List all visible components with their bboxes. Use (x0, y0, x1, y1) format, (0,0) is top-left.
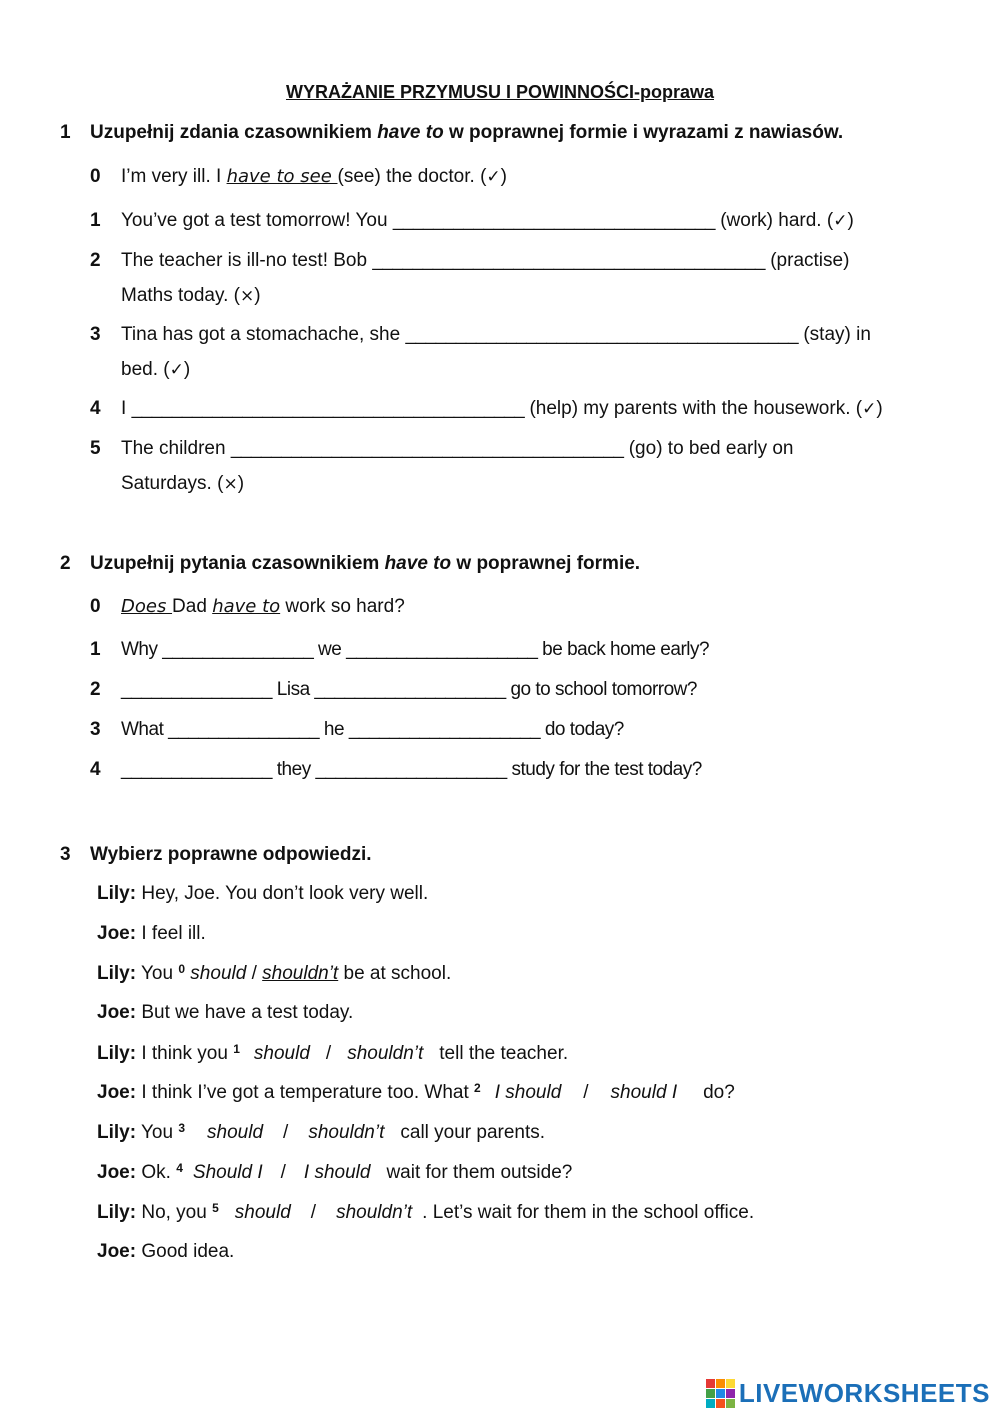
option-a[interactable]: should (234, 1202, 291, 1223)
option-b[interactable]: shouldn’t (308, 1122, 385, 1143)
option-a[interactable]: should (207, 1122, 264, 1143)
answer-blank[interactable]: _______________________________________ (372, 250, 765, 271)
section-2-instruction: Uzupełnij pytania czasownikiem have to w poprawnej formie. (90, 553, 641, 574)
s1-item-5-number: 5 (90, 438, 101, 459)
dialogue-line: Joe: Ok. $^4$ Should I / I should wait for them outside? (97, 1161, 573, 1183)
logo-text: LIVEWORKSHEETS (738, 1377, 990, 1408)
s1-item-4: I _______________________________________ (help) my parents with the housework. (✓) (121, 398, 883, 419)
s1-item-3: Tina has got a stomachache, she _______________________________________ (stay) in (121, 324, 871, 345)
dialogue-line: Joe: But we have a test today. (97, 1002, 354, 1023)
s1-item-3-line2: bed. (✓) (121, 359, 191, 380)
selected-option: shouldn’t (262, 963, 339, 984)
s2-item-4[interactable]: _______________ they ___________________ study for the test today? (121, 759, 702, 780)
s2-item-2[interactable]: _______________ Lisa ___________________ go to school tomorrow? (121, 679, 697, 700)
s2-item-1[interactable]: Why _______________ we ___________________ be back home early? (121, 639, 710, 660)
s2-example-number: 0 (90, 596, 101, 617)
s1-item-3-number: 3 (90, 324, 101, 345)
section-2-number: 2 (60, 553, 71, 574)
dialogue-line: Lily: Hey, Joe. You don’t look very well. (97, 883, 429, 904)
answer-blank[interactable]: _______________________________________ (230, 438, 624, 459)
dialogue-line: Lily: No, you $^5$ should / shouldn’t . Let’s wait for them in the school office. (97, 1201, 755, 1223)
option-a[interactable]: Should I (192, 1162, 263, 1183)
option-b[interactable]: I should (303, 1162, 371, 1183)
option-b[interactable]: shouldn’t (336, 1202, 413, 1223)
cross-icon: × (239, 286, 255, 306)
s1-item-0-answer: have to see (226, 166, 338, 187)
s2-item-3[interactable]: What _______________ he ___________________ do today? (121, 719, 624, 740)
dialogue-line: Lily: You $^3$ should / shouldn’t call your parents. (97, 1121, 546, 1143)
s1-item-5: The children _______________________________________ (go) to bed early on (121, 438, 794, 459)
option-b[interactable]: shouldn’t (347, 1043, 424, 1064)
option-a[interactable]: I should (494, 1082, 562, 1103)
check-icon: ✓ (169, 360, 184, 380)
s2-example: Does Dad have to work so hard? (121, 596, 405, 617)
answer-blank[interactable]: ________________________________ (392, 210, 715, 231)
s1-item-0-number: 0 (90, 166, 101, 187)
page-title: WYRAŻANIE PRZYMUSU I POWINNOŚCI-poprawa (285, 82, 714, 102)
dialogue-line: Joe: I think I’ve got a temperature too. What $^2$ I should / should I do? (97, 1081, 735, 1103)
section-3-instruction: Wybierz poprawne odpowiedzi. (90, 844, 372, 865)
liveworksheets-logo (706, 1378, 990, 1408)
dialogue-line: Lily: You $^0$ should / shouldn’t be at school. (97, 962, 452, 984)
s1-item-4-number: 4 (90, 398, 101, 419)
dialogue-line: Joe: Good idea. (97, 1241, 235, 1262)
s1-item-1-number: 1 (90, 210, 101, 231)
s1-item-2: The teacher is ill-no test! Bob _______________________________________ (practise) (121, 250, 850, 271)
s2-item-3-number: 3 (90, 719, 101, 740)
s2-item-2-number: 2 (90, 679, 101, 700)
s1-item-2-number: 2 (90, 250, 101, 271)
s1-item-1: You’ve got a test tomorrow! You ________________________________ (work) hard. (✓) (121, 210, 854, 231)
s1-item-0: I’m very ill. I have to see (see) the doctor. (✓) (121, 166, 507, 187)
answer-blank[interactable]: _______________________________________ (405, 324, 799, 345)
s2-item-4-number: 4 (90, 759, 101, 780)
option-b[interactable]: should I (610, 1082, 678, 1103)
check-icon: ✓ (486, 167, 501, 187)
logo-blocks-icon (706, 1379, 735, 1408)
option-a[interactable]: should (253, 1043, 310, 1064)
dialogue-line: Joe: I feel ill. (97, 923, 206, 944)
check-icon: ✓ (862, 399, 877, 419)
check-icon: ✓ (833, 211, 848, 231)
dialogue-line: Lily: I think you $^1$ should / shouldn’t tell the teacher. (97, 1042, 569, 1064)
answer-blank[interactable]: _______________________________________ (131, 398, 525, 419)
s2-item-1-number: 1 (90, 639, 101, 660)
s1-item-2-line2: Maths today. (×) (121, 285, 261, 306)
section-1-instruction: Uzupełnij zdania czasownikiem have to w poprawnej formie i wyrazami z nawiasów. (90, 122, 844, 143)
section-1-number: 1 (60, 122, 71, 143)
cross-icon: × (223, 474, 238, 494)
s1-item-5-line2: Saturdays. (×) (121, 473, 245, 494)
section-3-number: 3 (60, 844, 71, 865)
